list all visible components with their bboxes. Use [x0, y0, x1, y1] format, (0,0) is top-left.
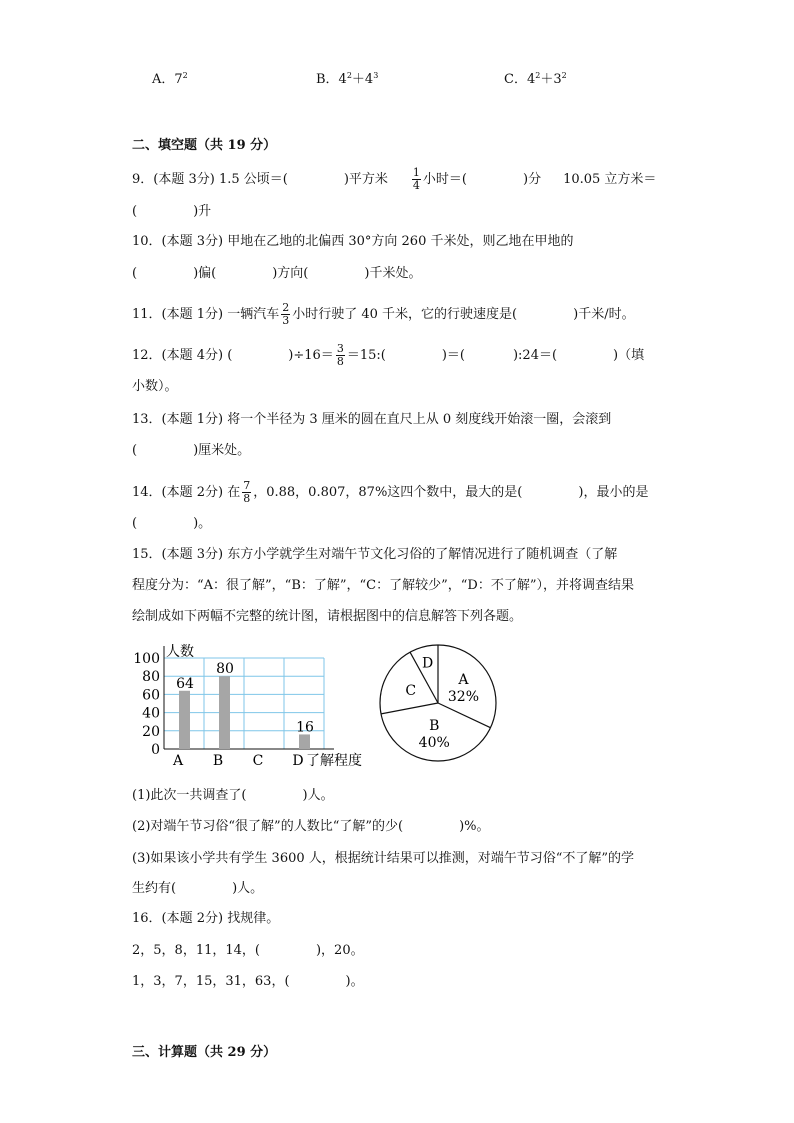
question-12: 12．(本题 4分) ( )÷16＝ $\frac{3}{8}$ ＝15:( )＝( ):24＝( )（填: [132, 342, 645, 368]
option-c: C．$4^2+3^2$: [504, 71, 567, 87]
question-16: 16．(本题 2分) 找规律。: [132, 911, 280, 926]
pie-value-label: 40%: [418, 734, 450, 751]
bar-chart: [128, 636, 388, 776]
question-14-line2: ( )。: [132, 516, 212, 531]
x-tick-label: A: [172, 753, 184, 769]
y-tick-label: 20: [142, 723, 160, 740]
pie-label: A: [458, 671, 469, 688]
pie-label: D: [421, 655, 434, 672]
y-tick-label: 40: [142, 705, 160, 722]
question-13: 13．(本题 1分) 将一个半径为 3 厘米的圆在直尺上从 0 刻度线开始滚一圈，会滚到: [132, 412, 612, 427]
question-10: 10．(本题 3分) 甲地在乙地的北偏西 30°方向 260 千米处，则乙地在甲地的: [132, 234, 574, 249]
section-title-fill-blank: 二、填空题（共 19 分）: [132, 138, 277, 153]
question-13-line2: ( )厘米处。: [132, 443, 251, 458]
bar-B: [219, 676, 230, 749]
section-title-calculation: 三、计算题（共 29 分）: [132, 1045, 277, 1060]
question-16-seq1: 2，5，8，11，14，( )，20。: [132, 943, 364, 958]
question-16-seq2: 1，3，7，15，31，63，( )。: [132, 974, 364, 989]
question-15-line2: 程度分为：“A：很了解”，“B：了解”，“C：了解较少”，“D：不了解”），并将调查结果: [132, 578, 634, 593]
bar-A: [179, 691, 190, 749]
question-9-line2: ( )升: [132, 204, 212, 219]
pie-label: C: [405, 683, 417, 700]
bar-value-label: 16: [296, 719, 314, 736]
question-15-sub3-line2: 生约有( )人。: [132, 881, 264, 896]
x-tick-label: B: [212, 753, 224, 769]
x-axis-label: 了解程度: [306, 753, 362, 769]
question-15-sub3: (3)如果该小学共有学生 3600 人，根据统计结果可以推测，对端午节习俗“不了解”的学: [132, 851, 635, 866]
fraction-two-thirds: $\frac{2}{3}$: [282, 301, 290, 327]
pie-label: B: [429, 717, 440, 734]
question-12-line2: 小数）。: [132, 379, 178, 394]
y-tick-label: 80: [142, 669, 160, 686]
option-b: B．$4^2+4^3$: [316, 71, 379, 87]
question-15: 15．(本题 3分) 东方小学就学生对端午节文化习俗的了解情况进行了随机调查（了解: [132, 547, 618, 562]
question-14: 14．(本题 2分) 在 $\frac{7}{8}$ ，0.88，0.807，87%这四个数中，最大的是( )，最小的是: [132, 479, 649, 505]
bar-value-label: 80: [216, 661, 234, 678]
pie-value-label: 32%: [447, 688, 480, 705]
pie-chart: [370, 640, 506, 766]
question-15-sub1: (1)此次一共调查了( )人。: [132, 788, 334, 803]
fraction-seven-eighths: $\frac{7}{8}$: [243, 479, 251, 505]
fraction-three-eighths: $\frac{3}{8}$: [336, 342, 344, 368]
bar-D: [299, 734, 310, 749]
question-9: 9．(本题 3分) 1.5 公顷＝( )平方米 $\frac{1}{4}$ 小时＝( )分 10.05 立方米＝: [132, 166, 657, 192]
y-tick-label: 0: [151, 742, 160, 758]
question-10-line2: ( )偏( )方向( )千米处。: [132, 266, 422, 281]
bar-value-label: 64: [176, 675, 194, 692]
question-11: 11．(本题 1分) 一辆汽车 $\frac{2}{3}$ 小时行驶了 40 千米，它的行驶速度是( )千米/时。: [132, 301, 635, 327]
question-15-line3: 绘制成如下两幅不完整的统计图，请根据图中的信息解答下列各题。: [132, 609, 523, 624]
fraction-one-quarter: $\frac{1}{4}$: [412, 166, 420, 192]
x-tick-label: C: [252, 753, 264, 769]
x-tick-label: D: [292, 753, 304, 769]
y-tick-label: 60: [142, 687, 160, 704]
question-15-sub2: (2)对端午节习俗“很了解”的人数比“了解”的少( )%。: [132, 819, 490, 834]
y-tick-label: 100: [133, 651, 160, 667]
option-a: A．$7^2$: [152, 71, 188, 87]
y-axis-label: 人数: [166, 644, 194, 660]
